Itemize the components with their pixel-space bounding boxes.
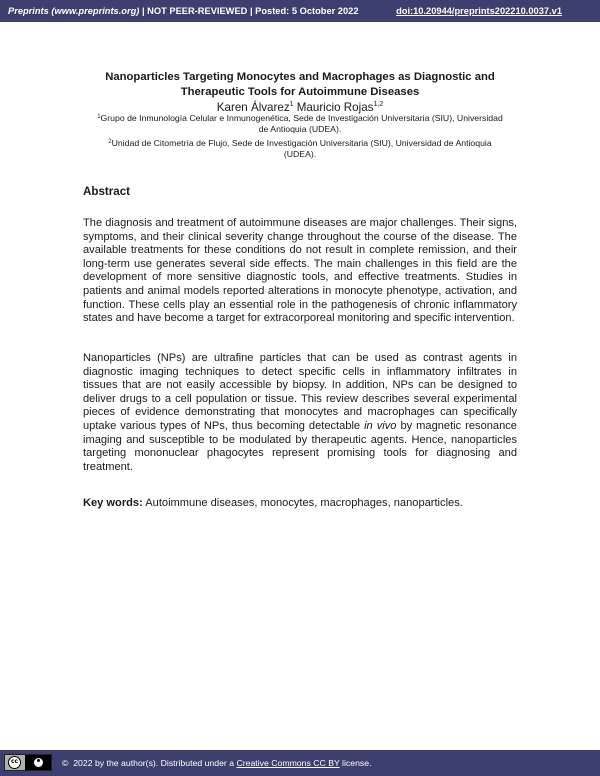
abstract-heading: Abstract bbox=[83, 185, 131, 198]
copyright-notice bbox=[62, 750, 372, 776]
attribution-icon bbox=[25, 755, 51, 770]
abstract-text: by magnetic resonance imaging and susceptible to be modulated by therapeutic agents. Hence, nanoparticles targeting mononuclear phagocytes represent promising tools for diagnosing and treatment. bbox=[83, 419, 517, 473]
affiliation-number: 2 bbox=[108, 139, 112, 145]
header-info bbox=[8, 0, 359, 22]
affiliation bbox=[92, 112, 508, 136]
author-name: Karen Álvarez bbox=[216, 101, 290, 114]
license-footer-bar bbox=[0, 750, 600, 776]
affiliation-text: Unidad de Citometría de Flujo, Sede de Investigación Universitaria (SIU), Universidad de Antioquia (UDEA). bbox=[111, 138, 492, 160]
preprint-header-bar bbox=[0, 0, 600, 22]
author-name: Mauricio Rojas bbox=[296, 101, 374, 114]
abstract-paragraph: The diagnosis and treatment of autoimmune diseases are major challenges. Their signs, symptoms, and their clinical severity change throughout the course of the disease. The available treatments for these conditions do not result in complete remission, and their long-term use generates several side effects. The main challenges in this field are the development of more sensitive diagnostic tools, and effective treatments. Studies in patients and animal models reported alterations in monocyte phenotype, activation, and function. These cells play an essential role in the pathogenesis of chronic inflammatory states and have become a target for extracorporeal monitoring and specific intervention. bbox=[83, 217, 517, 325]
abstract-italic-term: in vivo bbox=[364, 419, 397, 432]
affiliation-number: 1 bbox=[97, 114, 101, 120]
review-status: NOT PEER-REVIEWED bbox=[147, 6, 248, 16]
doi-link[interactable]: doi:10.20944/preprints202210.0037.v1 bbox=[396, 6, 562, 16]
affiliation-text: Grupo de Inmunología Celular e Inmunogenética, Sede de Investigación Universitaria (SIU), Universidad de Antioquia (UDEA). bbox=[100, 113, 503, 135]
paper-title: Nanoparticles Targeting Monocytes and Macrophages as Diagnostic and Therapeutic Tools for Autoimmune Diseases bbox=[105, 71, 495, 98]
copyright-text: © 2022 by the author(s). Distributed under a bbox=[62, 758, 237, 768]
keywords-text: Autoimmune diseases, monocytes, macrophages, nanoparticles. bbox=[142, 497, 463, 509]
header-separator: | bbox=[139, 6, 148, 16]
posted-date: Posted: 5 October 2022 bbox=[255, 6, 359, 16]
license-link[interactable]: Creative Commons CC BY bbox=[236, 758, 340, 768]
abstract-text: Nanoparticles (NPs) are ultrafine particles that can be used as contrast agents in diagnostic imaging techniques to detect specific cells in inflammatory infiltrates in tissues that are not easily accessible by biopsy. In addition, NPs can be designed to deliver drugs to a cell population or tissue. This review describes several experimental pieces of evidence demonstrating that monocytes and macrophages can specifically uptake various types of NPs, thus becoming detectable bbox=[83, 352, 517, 432]
creative-commons-icon: cc bbox=[8, 756, 21, 769]
abstract-paragraph bbox=[83, 352, 517, 474]
license-suffix: license. bbox=[339, 758, 372, 768]
header-separator: | bbox=[247, 6, 256, 16]
cc-by-license-icon[interactable] bbox=[4, 754, 52, 771]
author-affiliation-mark: 1 bbox=[289, 101, 294, 108]
keywords-label: Key words: bbox=[83, 497, 143, 509]
preprints-brand-link[interactable]: Preprints (www.preprints.org) bbox=[8, 6, 140, 16]
keywords bbox=[83, 497, 517, 511]
affiliation bbox=[92, 137, 508, 161]
person-icon bbox=[34, 758, 43, 767]
author-affiliation-mark: 1,2 bbox=[373, 101, 384, 108]
